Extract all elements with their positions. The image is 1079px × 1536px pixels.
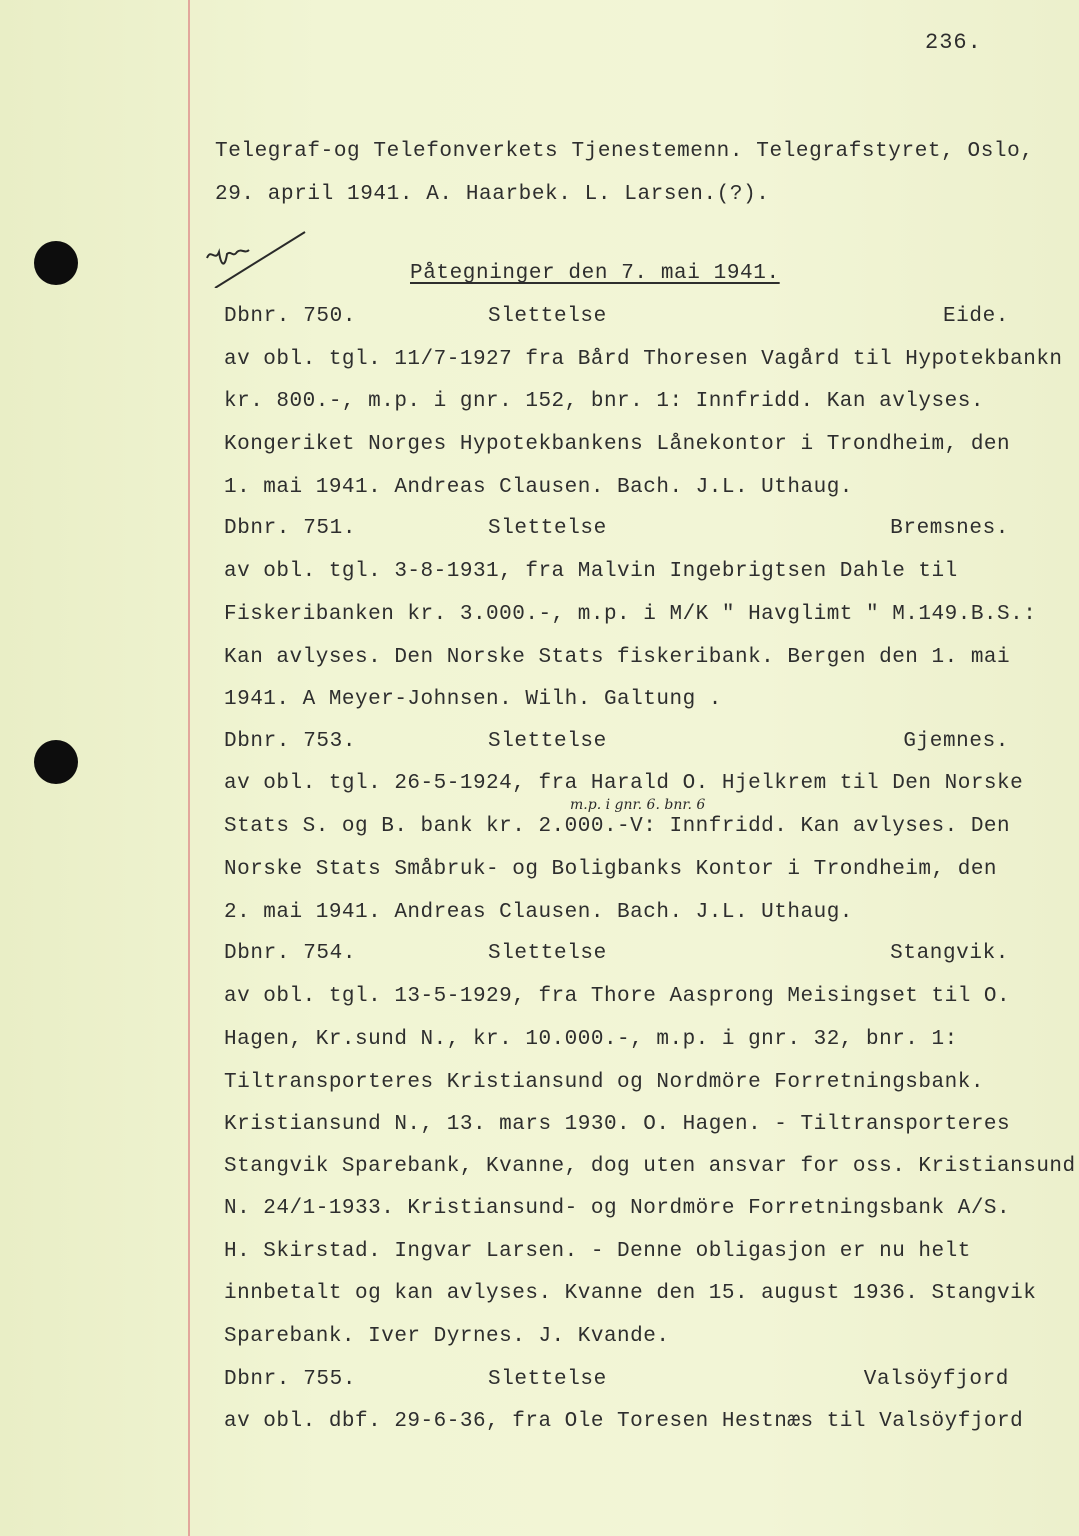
entry-dbnr: Dbnr. 753. xyxy=(224,730,357,753)
entry-line: av obl. tgl. 13-5-1929, fra Thore Aasprong Meisingset til O. xyxy=(224,985,1011,1008)
entry-dbnr: Dbnr. 750. xyxy=(224,305,357,328)
entry-dbnr: Dbnr. 755. xyxy=(224,1368,357,1391)
entry-type: Slettelse xyxy=(488,517,607,540)
entry-line: Norske Stats Småbruk- og Boligbanks Kontor i Trondheim, den xyxy=(224,858,998,881)
entry-place: Valsöyfjord xyxy=(863,1368,1009,1391)
entry-type: Slettelse xyxy=(488,305,607,328)
entry-line: Stangvik Sparebank, Kvanne, dog uten ansvar for oss. Kristiansund xyxy=(224,1155,1076,1178)
entry-place: Bremsnes. xyxy=(890,517,1009,540)
header-line: Telegraf-og Telefonverkets Tjenestemenn. Telegrafstyret, Oslo, xyxy=(215,140,1034,163)
entry-line: 2. mai 1941. Andreas Clausen. Bach. J.L. Uthaug. xyxy=(224,901,853,924)
entry-line: 1941. A Meyer-Johnsen. Wilh. Galtung . xyxy=(224,688,722,711)
entry-line: av obl. tgl. 3-8-1931, fra Malvin Ingebrigtsen Dahle til xyxy=(224,560,958,583)
entry-line: av obl. tgl. 11/7-1927 fra Bård Thoresen Vagård til Hypotekbankn xyxy=(224,348,1063,371)
entry-type: Slettelse xyxy=(488,1368,607,1391)
entry-header xyxy=(0,517,1079,547)
margin-rule xyxy=(188,0,190,1536)
entry-line: Stats S. og B. bank kr. 2.000.-V: Innfridd. Kan avlyses. Den xyxy=(224,815,1011,838)
entry-line: N. 24/1-1933. Kristiansund- og Nordmöre Forretningsbank A/S. xyxy=(224,1197,1011,1220)
section-heading: Påtegninger den 7. mai 1941. xyxy=(410,262,780,285)
entry-place: Eide. xyxy=(942,305,1009,328)
entry-header xyxy=(0,942,1079,972)
handwritten-signature-mark xyxy=(205,228,315,288)
entry-line: H. Skirstad. Ingvar Larsen. - Denne obligasjon er nu helt xyxy=(224,1240,971,1263)
entry-line: Kan avlyses. Den Norske Stats fiskeribank. Bergen den 1. mai xyxy=(224,646,1011,669)
entry-header xyxy=(0,1368,1079,1398)
entry-place: Stangvik. xyxy=(890,942,1009,965)
entry-type: Slettelse xyxy=(488,942,607,965)
entry-header xyxy=(0,730,1079,760)
page-number: 236. xyxy=(925,30,982,55)
punch-hole-top xyxy=(34,241,78,285)
entry-type: Slettelse xyxy=(488,730,607,753)
entry-line: av obl. dbf. 29-6-36, fra Ole Toresen Hestnæs til Valsöyfjord xyxy=(224,1410,1024,1433)
entry-line: kr. 800.-, m.p. i gnr. 152, bnr. 1: Innfridd. Kan avlyses. xyxy=(224,390,984,413)
entry-line: innbetalt og kan avlyses. Kvanne den 15. august 1936. Stangvik xyxy=(224,1282,1037,1305)
entry-line: Kongeriket Norges Hypotekbankens Lånekontor i Trondheim, den xyxy=(224,433,1011,456)
entry-line: Fiskeribanken kr. 3.000.-, m.p. i M/K " Havglimt " M.149.B.S.: xyxy=(224,603,1037,626)
entry-line: av obl. tgl. 26-5-1924, fra Harald O. Hjelkrem til Den Norske xyxy=(224,772,1024,795)
entry-header xyxy=(0,305,1079,335)
entry-line: Tiltransporteres Kristiansund og Nordmöre Forretningsbank. xyxy=(224,1071,984,1094)
entry-dbnr: Dbnr. 751. xyxy=(224,517,357,540)
entry-line: 1. mai 1941. Andreas Clausen. Bach. J.L. Uthaug. xyxy=(224,476,853,499)
header-line: 29. april 1941. A. Haarbek. L. Larsen.(?). xyxy=(215,183,770,206)
entry-dbnr: Dbnr. 754. xyxy=(224,942,357,965)
entry-line: Hagen, Kr.sund N., kr. 10.000.-, m.p. i gnr. 32, bnr. 1: xyxy=(224,1028,958,1051)
entry-line: Sparebank. Iver Dyrnes. J. Kvande. xyxy=(224,1325,670,1348)
entry-place: Gjemnes. xyxy=(903,730,1009,753)
handwritten-annotation: m.p. i gnr. 6. bnr. 6 xyxy=(570,797,706,813)
entry-line: Kristiansund N., 13. mars 1930. O. Hagen. - Tiltransporteres xyxy=(224,1113,1011,1136)
